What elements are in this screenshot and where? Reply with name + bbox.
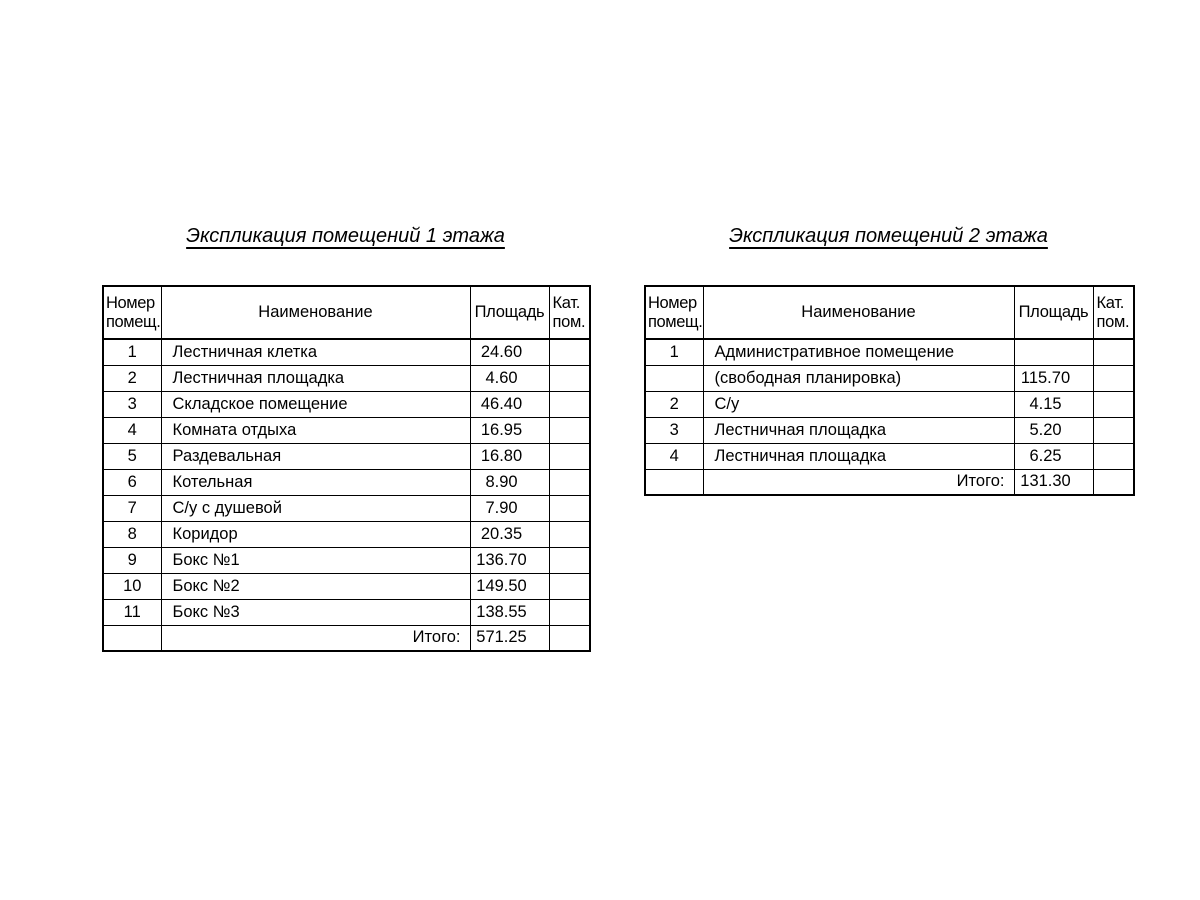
room-category-cell <box>1093 391 1134 417</box>
room-name-cell: С/у с душевой <box>161 495 470 521</box>
table-row <box>103 547 590 573</box>
room-area-cell: 138.55 <box>470 599 549 625</box>
table-row <box>103 599 590 625</box>
room-area-cell: 5.20 <box>1014 417 1093 443</box>
room-category-cell <box>549 547 590 573</box>
room-name-cell: Лестничная площадка <box>703 443 1014 469</box>
room-category-cell <box>549 391 590 417</box>
table-header <box>103 286 590 339</box>
table-row <box>645 443 1134 469</box>
room-number-cell: 2 <box>103 365 161 391</box>
room-category-cell <box>549 573 590 599</box>
room-name-cell: Комната отдыха <box>161 417 470 443</box>
room-category-cell <box>549 339 590 365</box>
header-room-number: Номер помещ. <box>645 286 703 339</box>
room-number-cell: 2 <box>645 391 703 417</box>
room-name-cell: Раздевальная <box>161 443 470 469</box>
table-row <box>103 573 590 599</box>
table-row <box>103 469 590 495</box>
room-area-cell: 46.40 <box>470 391 549 417</box>
total-row <box>645 469 1134 495</box>
room-number-cell: 5 <box>103 443 161 469</box>
room-area-cell: 4.15 <box>1014 391 1093 417</box>
room-category-cell <box>549 495 590 521</box>
floor-1-explication-table <box>102 285 591 652</box>
room-area-cell: 20.35 <box>470 521 549 547</box>
total-row <box>103 625 590 651</box>
header-area: Площадь <box>1014 286 1093 339</box>
room-category-cell <box>1093 417 1134 443</box>
room-area-cell: 24.60 <box>470 339 549 365</box>
floor-2-table-title: Экспликация помещений 2 этажа <box>729 225 1048 247</box>
room-category-cell <box>549 443 590 469</box>
floor-1-explication-section <box>102 224 589 652</box>
room-area-cell: 16.95 <box>470 417 549 443</box>
room-category-cell <box>1093 365 1134 391</box>
room-name-cell: Лестничная клетка <box>161 339 470 365</box>
room-name-cell: Лестничная площадка <box>161 365 470 391</box>
room-category-cell <box>549 469 590 495</box>
header-room-name: Наименование <box>161 286 470 339</box>
table-body <box>645 339 1134 495</box>
room-name-cell: Бокс №2 <box>161 573 470 599</box>
room-category-cell <box>549 599 590 625</box>
total-empty-number-cell <box>103 625 161 651</box>
total-empty-category-cell <box>549 625 590 651</box>
total-label: Итого: <box>161 625 470 651</box>
room-name-cell: С/у <box>703 391 1014 417</box>
room-name-cell: Коридор <box>161 521 470 547</box>
room-area-cell: 115.70 <box>1014 365 1093 391</box>
total-label: Итого: <box>703 469 1014 495</box>
room-name-cell: Лестничная площадка <box>703 417 1014 443</box>
room-number-cell: 4 <box>645 443 703 469</box>
total-area-value: 571.25 <box>470 625 549 651</box>
room-name-cell: Бокс №1 <box>161 547 470 573</box>
header-category: Кат. пом. <box>1093 286 1134 339</box>
table-row <box>103 365 590 391</box>
room-category-cell <box>1093 339 1134 365</box>
table-row <box>103 391 590 417</box>
table-row <box>103 521 590 547</box>
floor-2-explication-table <box>644 285 1135 496</box>
room-name-cell: Административное помещение <box>703 339 1014 365</box>
room-area-cell: 149.50 <box>470 573 549 599</box>
room-number-cell: 8 <box>103 521 161 547</box>
table-body <box>103 339 590 651</box>
room-number-cell: 3 <box>645 417 703 443</box>
room-number-cell: 4 <box>103 417 161 443</box>
room-area-cell: 7.90 <box>470 495 549 521</box>
table-row <box>103 417 590 443</box>
table-row <box>103 443 590 469</box>
header-row <box>645 286 1134 339</box>
room-number-cell: 1 <box>645 339 703 365</box>
room-area-cell: 16.80 <box>470 443 549 469</box>
room-area-cell: 4.60 <box>470 365 549 391</box>
room-number-cell: 11 <box>103 599 161 625</box>
room-area-cell: 8.90 <box>470 469 549 495</box>
room-number-cell: 10 <box>103 573 161 599</box>
table-row <box>103 495 590 521</box>
table-row <box>103 339 590 365</box>
room-number-cell: 3 <box>103 391 161 417</box>
table-row <box>645 365 1134 391</box>
room-number-cell <box>645 365 703 391</box>
room-number-cell: 6 <box>103 469 161 495</box>
header-category: Кат. пом. <box>549 286 590 339</box>
room-category-cell <box>549 417 590 443</box>
room-number-cell: 1 <box>103 339 161 365</box>
table-row <box>645 339 1134 365</box>
room-area-cell: 136.70 <box>470 547 549 573</box>
table-header <box>645 286 1134 339</box>
header-row <box>103 286 590 339</box>
room-number-cell: 7 <box>103 495 161 521</box>
header-room-name: Наименование <box>703 286 1014 339</box>
room-category-cell <box>549 365 590 391</box>
room-category-cell <box>1093 443 1134 469</box>
header-area: Площадь <box>470 286 549 339</box>
room-number-cell: 9 <box>103 547 161 573</box>
floor-2-explication-section <box>644 224 1133 496</box>
header-room-number: Номер помещ. <box>103 286 161 339</box>
room-name-cell: Бокс №3 <box>161 599 470 625</box>
total-empty-number-cell <box>645 469 703 495</box>
floor-1-table-title: Экспликация помещений 1 этажа <box>186 225 505 247</box>
room-area-cell: 6.25 <box>1014 443 1093 469</box>
total-area-value: 131.30 <box>1014 469 1093 495</box>
table-row <box>645 417 1134 443</box>
room-name-cell: Складское помещение <box>161 391 470 417</box>
total-empty-category-cell <box>1093 469 1134 495</box>
room-area-cell <box>1014 339 1093 365</box>
room-category-cell <box>549 521 590 547</box>
room-name-cell: Котельная <box>161 469 470 495</box>
room-name-cell: (свободная планировка) <box>703 365 1014 391</box>
table-row <box>645 391 1134 417</box>
